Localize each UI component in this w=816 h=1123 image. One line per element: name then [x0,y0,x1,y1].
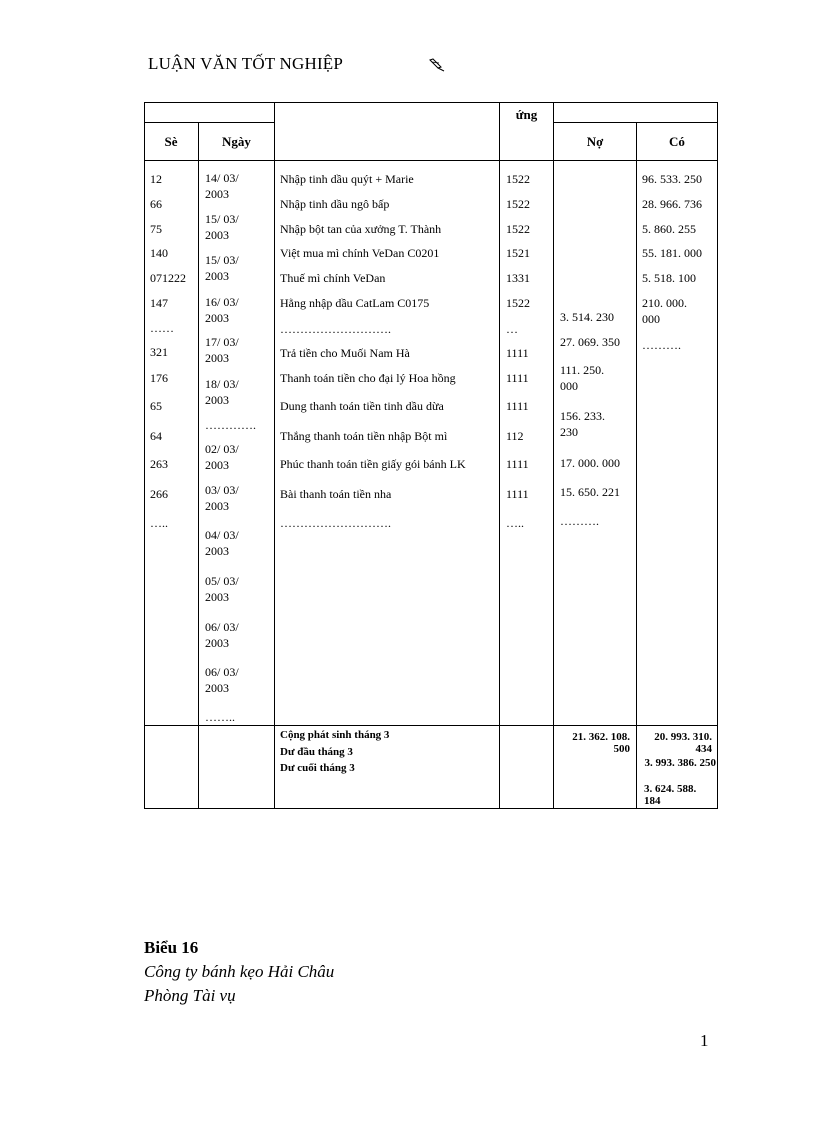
company-name: Công ty bánh kẹo Hải Châu [144,962,335,981]
table-border-bottom [144,808,718,809]
header-divider [144,122,274,123]
so-cell: 64 [150,429,162,443]
ngay-cell: …….. [205,710,235,724]
ngay-cell: 06/ 03/ 2003 [205,620,239,650]
co-cell: 96. 533. 250 [642,172,702,186]
no-cell: 27. 069. 350 [560,335,620,349]
so-cell: …… [150,321,174,335]
dien-giai-cell: Việt mua mì chính VeDan C0201 [280,246,440,260]
table-border-left [144,102,145,809]
tk-cell: ….. [506,516,524,530]
ngay-cell: 15/ 03/ 2003 [205,212,239,242]
tk-cell: 1331 [506,271,530,285]
co-cell: 210. 000. 000 [642,296,687,326]
header-so: Sè [164,134,178,149]
tk-cell: 1111 [506,346,529,360]
ngay-cell: 03/ 03/ 2003 [205,483,239,513]
tk-cell: 1521 [506,246,530,260]
tk-cell: 1111 [506,457,529,471]
tk-cell: 1111 [506,371,529,385]
tk-cell: 112 [506,429,524,443]
totals-label: Dư đầu tháng 3 [280,746,353,758]
column-divider [499,102,500,809]
totals-label: Cộng phát sinh tháng 3 [280,729,390,741]
column-divider [553,102,554,809]
no-cell: ………. [560,514,599,528]
no-cell: 156. 233. 230 [560,409,605,439]
no-cell: 17. 000. 000 [560,456,620,470]
so-cell: 75 [150,222,162,236]
dien-giai-cell: Nhập bột tan của xưởng T. Thành [280,222,442,236]
table-border-right [717,102,718,809]
header-no: Nợ [586,134,604,149]
header-co: Có [669,134,685,149]
dien-giai-cell: ………………………. [280,516,391,530]
co-cell: 55. 181. 000 [642,246,702,260]
tk-cell: 1111 [506,399,529,413]
ngay-cell: …………. [205,418,256,432]
tk-cell: … [506,322,518,336]
no-cell: 3. 514. 230 [560,310,614,324]
header-ung: ứng [515,107,538,122]
so-cell: ….. [150,516,168,530]
pencil-icon [428,57,446,73]
ngay-cell: 05/ 03/ 2003 [205,574,239,604]
column-divider [274,102,275,809]
so-cell: 266 [150,487,168,501]
tk-cell: 1522 [506,172,530,186]
co-cell: 28. 966. 736 [642,197,702,211]
no-cell: 15. 650. 221 [560,485,620,499]
so-cell: 66 [150,197,162,211]
so-cell: 147 [150,296,168,310]
co-opening-balance: 3. 993. 386. 250 [644,757,716,769]
no-total: 21. 362. 108. 500 [572,731,630,755]
dien-giai-cell: Trả tiền cho Muối Nam Hà [280,346,410,360]
ledger-table [144,102,718,809]
ngay-cell: 16/ 03/ 2003 [205,295,239,325]
ngay-cell: 02/ 03/ 2003 [205,442,239,472]
so-cell: 321 [150,345,168,359]
so-cell: 65 [150,399,162,413]
department-name: Phòng Tài vụ [144,986,236,1005]
dien-giai-cell: Phúc thanh toán tiền giấy gói bánh LK [280,457,466,471]
dien-giai-cell: Hằng nhập dầu CatLam C0175 [280,296,430,310]
so-cell: 140 [150,246,168,260]
ngay-cell: 17/ 03/ 2003 [205,335,239,365]
document-header-title: LUẬN VĂN TỐT NGHIỆP [148,54,344,73]
page-number: 1 [700,1031,709,1050]
totals-divider [144,725,718,726]
ngay-cell: 06/ 03/ 2003 [205,665,239,695]
co-closing-balance: 3. 624. 588. 184 [644,783,697,807]
so-cell: 071222 [150,271,186,285]
column-divider [198,122,199,809]
co-total: 20. 993. 310. 434 [654,731,712,755]
ngay-cell: 04/ 03/ 2003 [205,528,239,558]
tk-cell: 1522 [506,296,530,310]
dien-giai-cell: Thuế mì chính VeDan [280,271,386,285]
co-cell: 5. 518. 100 [642,271,696,285]
column-divider [636,122,637,809]
header-ngay: Ngày [222,134,251,149]
dien-giai-cell: Nhập tinh dầu ngô bấp [280,197,390,211]
ngay-cell: 18/ 03/ 2003 [205,377,239,407]
tk-cell: 1522 [506,222,530,236]
dien-giai-cell: Dung thanh toán tiền tinh dầu dừa [280,399,444,413]
ngay-cell: 15/ 03/ 2003 [205,253,239,283]
dien-giai-cell: Nhập tinh dầu quýt + Marie [280,172,414,186]
so-cell: 263 [150,457,168,471]
co-cell: ………. [642,338,681,352]
tk-cell: 1111 [506,487,529,501]
report-title: Biểu 16 [144,938,199,957]
tk-cell: 1522 [506,197,530,211]
dien-giai-cell: ………………………. [280,322,391,336]
so-cell: 176 [150,371,168,385]
dien-giai-cell: Bài thanh toán tiền nha [280,487,392,501]
no-cell: 111. 250. 000 [560,363,605,393]
so-cell: 12 [150,172,162,186]
dien-giai-cell: Thanh toán tiền cho đại lý Hoa hồng [280,371,456,385]
header-bottom-line [144,160,718,161]
ngay-cell: 14/ 03/ 2003 [205,171,239,201]
dien-giai-cell: Thắng thanh toán tiền nhập Bột mì [280,429,448,443]
co-cell: 5. 860. 255 [642,222,696,236]
totals-label: Dư cuối tháng 3 [280,762,355,774]
table-border-top [144,102,718,103]
